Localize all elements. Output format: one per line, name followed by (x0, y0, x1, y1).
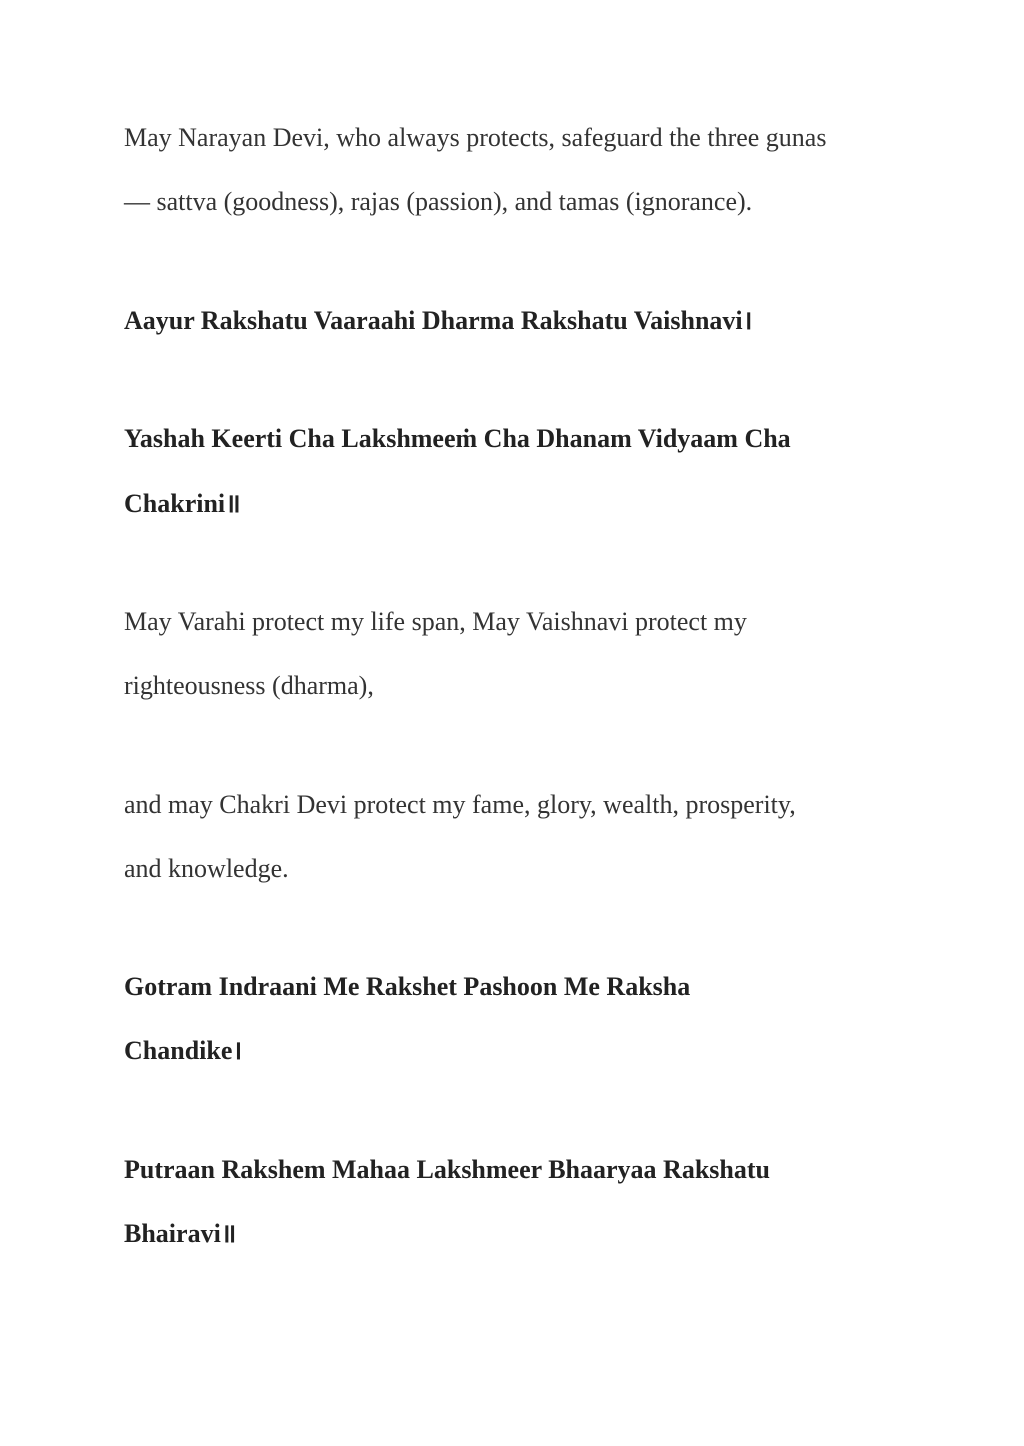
mantra-line: Aayur Rakshatu Vaaraahi Dharma Rakshatu Vaishnavi। (124, 306, 753, 335)
mantra-line: Bhairavi॥ (124, 1219, 237, 1248)
mantra-line: Putraan Rakshem Mahaa Lakshmeer Bhaaryaa Rakshatu (124, 1155, 770, 1184)
translation-line: and may Chakri Devi protect my fame, glory, wealth, prosperity, (124, 790, 796, 819)
translation-line: righteousness (dharma), (124, 671, 374, 700)
translation-line: May Narayan Devi, who always protects, safeguard the three gunas (124, 123, 827, 152)
mantra-line: Yashah Keerti Cha Lakshmeeṁ Cha Dhanam Vidyaam Cha (124, 424, 791, 453)
mantra-line: Chakrini॥ (124, 489, 241, 518)
mantra-line: Chandike। (124, 1036, 243, 1065)
translation-line: — sattva (goodness), rajas (passion), and tamas (ignorance). (124, 187, 753, 216)
translation-line: May Varahi protect my life span, May Vaishnavi protect my (124, 607, 747, 636)
mantra-line: Gotram Indraani Me Rakshet Pashoon Me Raksha (124, 972, 691, 1001)
translation-line: and knowledge. (124, 854, 289, 883)
